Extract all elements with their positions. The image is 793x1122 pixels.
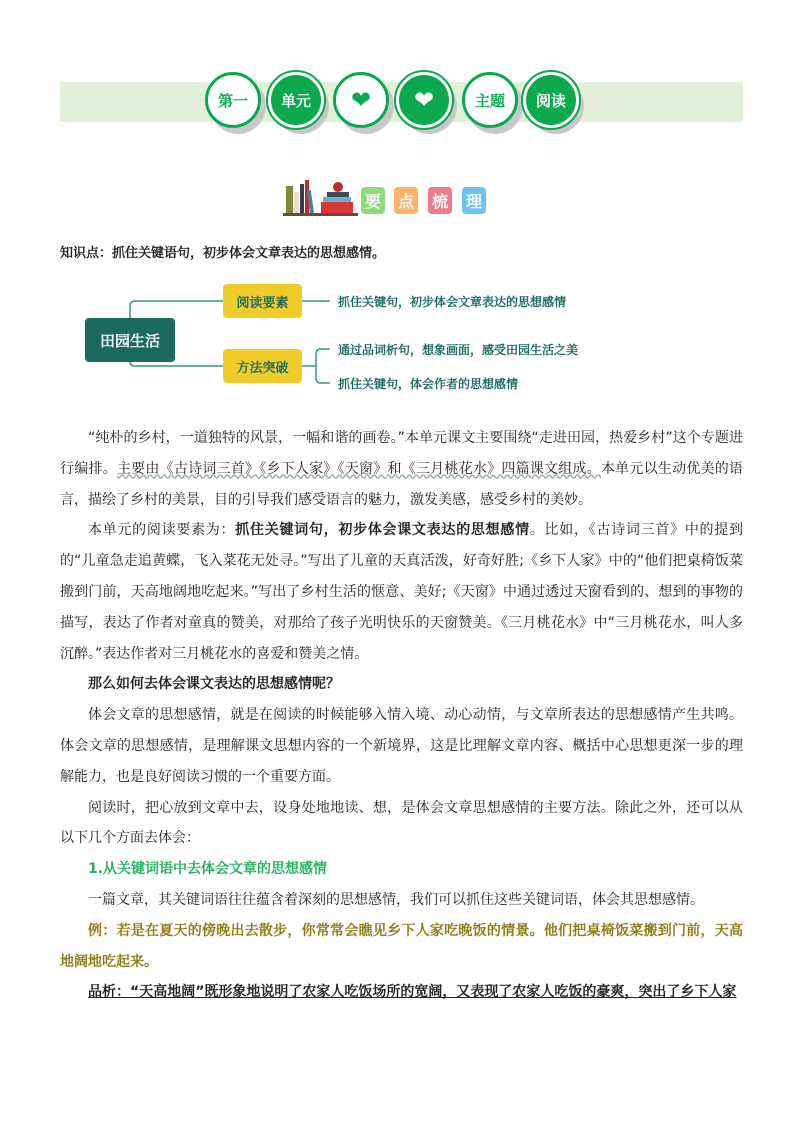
paragraph: 一篇文章，其关键词语往往蕴含着深刻的思想感情，我们可以抓住这些关键词语，体会其思想感情。 bbox=[88, 891, 704, 908]
paragraph: 阅读时，把心放到文章中去，设身处地地读、想，是体会文章思想感情的主要方法。除此之外，还可以从以下几个方面去体会： bbox=[60, 799, 743, 847]
mindmap-node-method: 方法突破 bbox=[223, 349, 302, 383]
header-circle-2: 单元 bbox=[268, 72, 324, 128]
tile-yao: 要 bbox=[361, 187, 385, 214]
text: 本单元的阅读要素为： bbox=[88, 522, 236, 539]
tile-shu: 梳 bbox=[428, 187, 452, 214]
tile-dian: 点 bbox=[394, 187, 418, 214]
section-heading-1: 1.从关键词语中去体会文章的思想感情 bbox=[88, 861, 328, 878]
question-heading: 那么如何去体会课文表达的思想感情呢？ bbox=[88, 676, 340, 693]
text: 本单元以生动优美的语言，描绘了乡村的美景，目的引导我们感受语言的魅力，激发美感，感受乡村的美妙。 bbox=[60, 460, 744, 508]
header-circle-6: 阅读 bbox=[523, 72, 579, 128]
text: “纯朴的乡村，一道独特的风景，一幅和谐的画卷。”本单元课文主要围绕“走进田园，热爱乡村”这个专题进行编排。 bbox=[60, 430, 743, 477]
header-circle-1: 第一 bbox=[205, 72, 261, 128]
mindmap-leaf: 抓住关键句，初步体会文章表达的思想感情 bbox=[338, 295, 567, 309]
mindmap-leaf: 抓住关键句，体会作者的思想感情 bbox=[338, 377, 519, 391]
paragraph-reading-element bbox=[60, 515, 743, 669]
text-bold: 抓住关键词句，初步体会课文表达的思想感情 bbox=[235, 522, 530, 539]
heart-glyph: ❤ bbox=[350, 86, 372, 114]
analysis-paragraph: 品析：“天高地阔”既形象地说明了农家人吃饭场所的宽阔，又表现了农家人吃饭的豪爽，突出了乡下人家 bbox=[88, 984, 737, 1001]
header-circle-5: 主题 bbox=[462, 72, 518, 128]
example-paragraph: 例：若是在夏天的傍晚出去散步，你常常会瞧见乡下人家吃晚饭的情景。他们把桌椅饭菜搬到门前，天高地阔地吃起来。 bbox=[60, 922, 743, 970]
text-wavy: 主要由《古诗词三首》《乡下人家》《天窗》和《三月桃花水》四篇课文组成。 bbox=[116, 460, 601, 477]
text: 。比如，《古诗词三首》中的提到的“儿童急走追黄蝶，飞入菜花无处寻。”写出了儿童的天真活泼，好奇好胜;《乡下人家》中的“他们把桌椅饭菜搬到门前，天高地阔地吃起来。”写出了乡村生活的惬意、美好;《天窗》中通过透过天窗看到的、想到的事物的描写，表达了作者对童真的赞美，对那给了孩子光明快乐的天窗赞美。《三月桃花水》中“三月桃花水，叫人多沉醉。”表达作者对三月桃花水的喜爱和赞美之情。 bbox=[60, 522, 744, 662]
article-body bbox=[60, 423, 743, 1008]
mindmap-leaf: 通过品词析句，想象画面，感受田园生活之美 bbox=[338, 343, 579, 357]
mindmap-root: 田园生活 bbox=[85, 318, 175, 362]
paragraph: 体会文章的思想感情，就是在阅读的时候能够入情入境、动心动情，与文章所表达的思想感情产生共鸣。体会文章的思想感情，是理解课文思想内容的一个新境界，这是比理解文章内容、概括中心思想更深一步的理解能力，也是良好阅读习惯的一个重要方面。 bbox=[60, 707, 743, 785]
paragraph-intro bbox=[60, 423, 743, 515]
heart-glyph: ❤ bbox=[413, 86, 435, 114]
knowledge-point: 知识点：抓住关键语句，初步体会文章表达的思想感情。 bbox=[60, 246, 386, 261]
mindmap-node-reading-element: 阅读要素 bbox=[223, 284, 302, 318]
tile-li: 理 bbox=[462, 187, 486, 214]
